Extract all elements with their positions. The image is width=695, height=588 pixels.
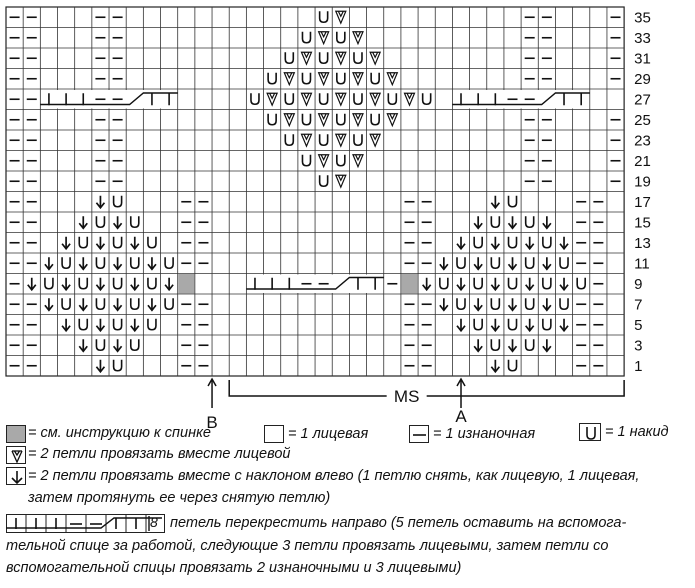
legend-ssk-text: = 2 петли провязать вместе с наклоном влево (1 петлю снять, как лицевую, 1 лицевая, xyxy=(28,468,640,484)
yo-swatch xyxy=(579,423,601,441)
row-number: 21 xyxy=(634,152,651,170)
knit-swatch xyxy=(264,425,284,443)
legend-cable-line2: тельной спице за работой, следующие 3 петли провязать лицевыми, затем петли со xyxy=(6,538,609,554)
row-number: 15 xyxy=(634,214,651,232)
legend-cable-count: 8 xyxy=(150,514,158,530)
marker-a-label: A xyxy=(455,407,467,426)
row-number: 17 xyxy=(634,193,651,211)
grey-cell xyxy=(401,274,417,294)
legend-ssk-cont-text: затем протянуть ее через снятую петлю) xyxy=(28,490,331,506)
legend-cable-line3: вспомогательной спицы провязать 2 изнаночными и 3 лицевыми) xyxy=(6,560,462,576)
row-number: 33 xyxy=(634,29,651,47)
cable-legend-icon xyxy=(6,514,166,534)
ssk-swatch xyxy=(6,467,26,485)
legend-grey-text: = см. инструкцию к спинке xyxy=(28,425,211,441)
grey-cell xyxy=(178,274,194,294)
ssk-icon xyxy=(7,468,27,486)
cable-crossing xyxy=(452,90,589,109)
k2tog-swatch xyxy=(6,446,26,464)
legend-purl-text: = 1 изнаночная xyxy=(433,426,536,442)
row-number: 5 xyxy=(634,316,643,334)
cable-crossing xyxy=(40,90,177,109)
legend-knit-text: = 1 лицевая xyxy=(288,426,369,442)
row-number: 11 xyxy=(634,255,650,273)
row-number: 27 xyxy=(634,91,651,109)
row-number: 23 xyxy=(634,132,651,150)
row-number: 29 xyxy=(634,70,651,88)
k2tog-icon xyxy=(7,447,27,465)
legend-k2tog-text: = 2 петли провязать вместе лицевой xyxy=(28,446,291,462)
row-number: 7 xyxy=(634,296,643,314)
row-number: 13 xyxy=(634,234,651,252)
marker-ms-label: MS xyxy=(393,387,420,406)
row-number: 3 xyxy=(634,337,643,355)
row-number: 9 xyxy=(634,275,643,293)
row-number: 25 xyxy=(634,111,651,129)
row-number: 35 xyxy=(634,9,651,27)
row-number: 19 xyxy=(634,173,651,191)
purl-swatch xyxy=(409,425,429,443)
legend xyxy=(0,420,695,588)
grey-cell-swatch xyxy=(6,425,26,443)
purl-icon xyxy=(410,426,430,444)
marker-b-label: B xyxy=(206,413,218,432)
cable-crossing xyxy=(246,275,383,294)
row-number: 1 xyxy=(634,357,643,375)
legend-yo-text: = 1 накид xyxy=(605,424,669,440)
row-number: 31 xyxy=(634,50,651,68)
yarn-over-icon xyxy=(580,424,602,442)
legend-cable-line1: петель перекрестить направо (5 петель оставить на вспомога- xyxy=(170,515,627,531)
